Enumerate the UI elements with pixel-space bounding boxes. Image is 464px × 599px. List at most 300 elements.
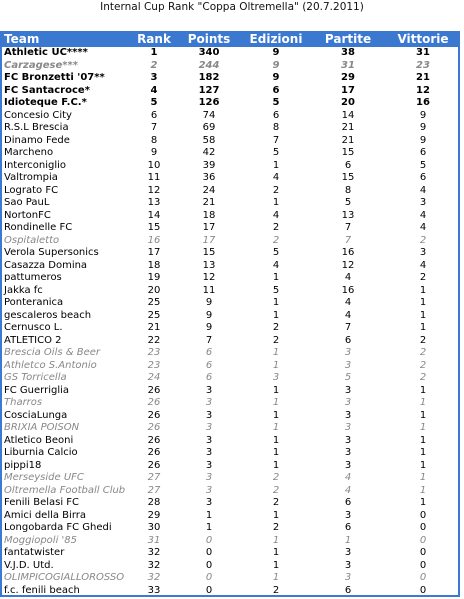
rank-table (0, 31, 460, 597)
cell-rank: 20 (147, 284, 161, 296)
cell-edizioni: 2 (272, 472, 280, 484)
cell-points: 0 (205, 534, 213, 546)
cell-vittorie: 1 (419, 409, 427, 421)
cell-edizioni: 1 (272, 397, 280, 409)
cell-team: Marcheno (4, 147, 54, 159)
cell-points: 9 (205, 322, 213, 334)
table-row (0, 272, 460, 285)
table-row (0, 110, 460, 123)
table-row (0, 497, 460, 510)
cell-team: CosciaLunga (4, 409, 68, 421)
cell-team: R.S.L Brescia (4, 122, 69, 134)
cell-team: pippi18 (4, 459, 42, 471)
cell-vittorie: 21 (416, 72, 430, 84)
cell-points: 42 (202, 147, 216, 159)
cell-rank: 3 (150, 72, 158, 84)
cell-edizioni: 1 (272, 559, 280, 571)
cell-rank: 29 (147, 509, 161, 521)
page-title: Internal Cup Rank "Coppa Oltremella" (20.7.2011) (100, 1, 364, 13)
cell-vittorie: 23 (416, 59, 430, 71)
cell-vittorie: 2 (419, 372, 427, 384)
cell-rank: 31 (147, 534, 161, 546)
cell-rank: 32 (147, 559, 161, 571)
cell-points: 1 (205, 522, 213, 534)
cell-vittorie: 0 (419, 584, 427, 596)
cell-partite: 3 (344, 447, 352, 459)
cell-rank: 32 (147, 547, 161, 559)
cell-partite: 3 (344, 397, 352, 409)
cell-partite: 14 (341, 109, 355, 121)
cell-team: Brescia Oils & Beer (4, 347, 100, 359)
cell-vittorie: 2 (419, 272, 427, 284)
table-row (0, 447, 460, 460)
cell-vittorie: 4 (419, 184, 427, 196)
table-row (0, 85, 460, 98)
table-row (0, 222, 460, 235)
cell-partite: 17 (341, 84, 355, 96)
cell-team: Casazza Domina (4, 259, 88, 271)
cell-rank: 5 (150, 97, 158, 109)
cell-rank: 26 (147, 447, 161, 459)
cell-edizioni: 2 (272, 584, 280, 596)
cell-team: Oltremella Football Club (4, 484, 126, 496)
cell-partite: 3 (344, 572, 352, 584)
cell-points: 126 (198, 97, 220, 109)
cell-edizioni: 1 (272, 159, 280, 171)
cell-edizioni: 1 (272, 384, 280, 396)
cell-points: 13 (202, 259, 216, 271)
cell-vittorie: 0 (419, 547, 427, 559)
cell-vittorie: 0 (419, 572, 427, 584)
header-edizioni: Edizioni (249, 32, 303, 46)
cell-partite: 3 (344, 509, 352, 521)
cell-points: 244 (198, 59, 220, 71)
cell-points: 0 (205, 572, 213, 584)
cell-team: Sao PauL (4, 197, 50, 209)
cell-points: 69 (202, 122, 216, 134)
cell-partite: 8 (344, 184, 352, 196)
cell-partite: 21 (341, 134, 355, 146)
cell-vittorie: 1 (419, 297, 427, 309)
cell-points: 74 (202, 109, 216, 121)
cell-partite: 6 (344, 334, 352, 346)
table-row (0, 60, 460, 73)
cell-edizioni: 1 (272, 309, 280, 321)
cell-team: Athletco S.Antonio (4, 359, 97, 371)
cell-points: 58 (202, 134, 216, 146)
cell-rank: 1 (150, 47, 158, 59)
cell-vittorie: 2 (419, 359, 427, 371)
table-row (0, 135, 460, 148)
table-row (0, 285, 460, 298)
cell-team: Tharros (4, 397, 43, 409)
cell-team: Liburnia Calcio (4, 447, 78, 459)
cell-team: Dinamo Fede (4, 134, 70, 146)
cell-vittorie: 0 (419, 534, 427, 546)
table-row (0, 385, 460, 398)
table-row (0, 235, 460, 248)
cell-edizioni: 1 (272, 572, 280, 584)
cell-edizioni: 5 (272, 97, 280, 109)
cell-partite: 7 (344, 322, 352, 334)
cell-edizioni: 1 (272, 534, 280, 546)
cell-team: ATLETICO 2 (4, 334, 62, 346)
cell-edizioni: 7 (272, 134, 280, 146)
table-row (0, 535, 460, 548)
table-row (0, 160, 460, 173)
cell-rank: 19 (147, 272, 161, 284)
cell-team: BRIXIA POISON (4, 422, 80, 434)
cell-vittorie: 2 (419, 334, 427, 346)
table-row (0, 335, 460, 348)
cell-edizioni: 6 (272, 84, 280, 96)
cell-points: 6 (205, 372, 213, 384)
cell-team: NortonFC (4, 209, 51, 221)
cell-vittorie: 12 (416, 84, 430, 96)
cell-vittorie: 6 (419, 147, 427, 159)
cell-edizioni: 8 (272, 122, 280, 134)
cell-points: 11 (202, 284, 216, 296)
cell-points: 3 (205, 409, 213, 421)
cell-partite: 3 (344, 359, 352, 371)
cell-rank: 33 (147, 584, 161, 596)
cell-points: 0 (205, 559, 213, 571)
cell-edizioni: 5 (272, 147, 280, 159)
cell-edizioni: 5 (272, 284, 280, 296)
cell-partite: 3 (344, 422, 352, 434)
cell-team: Lograto FC (4, 184, 59, 196)
cell-vittorie: 1 (419, 497, 427, 509)
cell-points: 17 (202, 222, 216, 234)
cell-vittorie: 9 (419, 134, 427, 146)
cell-team: Merseyside UFC (4, 472, 84, 484)
cell-vittorie: 4 (419, 259, 427, 271)
table-row (0, 197, 460, 210)
cell-points: 0 (205, 584, 213, 596)
cell-vittorie: 2 (419, 234, 427, 246)
cell-team: Amici della Birra (4, 509, 86, 521)
cell-rank: 2 (150, 59, 158, 71)
cell-vittorie: 31 (416, 47, 430, 59)
cell-partite: 3 (344, 409, 352, 421)
cell-vittorie: 1 (419, 447, 427, 459)
cell-edizioni: 2 (272, 222, 280, 234)
cell-partite: 4 (344, 297, 352, 309)
table-row (0, 560, 460, 573)
cell-partite: 15 (341, 147, 355, 159)
cell-partite: 4 (344, 484, 352, 496)
header-partite: Partite (324, 32, 372, 46)
cell-rank: 25 (147, 297, 161, 309)
cell-points: 3 (205, 447, 213, 459)
table-row (0, 485, 460, 498)
cell-team: Jakka fc (4, 284, 43, 296)
table-row (0, 322, 460, 335)
cell-points: 17 (202, 234, 216, 246)
cell-rank: 26 (147, 434, 161, 446)
cell-partite: 21 (341, 122, 355, 134)
cell-vittorie: 1 (419, 484, 427, 496)
cell-rank: 28 (147, 497, 161, 509)
cell-vittorie: 1 (419, 472, 427, 484)
cell-edizioni: 1 (272, 197, 280, 209)
cell-partite: 6 (344, 497, 352, 509)
cell-vittorie: 9 (419, 122, 427, 134)
table-row (0, 510, 460, 523)
cell-team: Ospitaletto (4, 234, 60, 246)
table-row (0, 422, 460, 435)
cell-team: Concesio City (4, 109, 72, 121)
cell-points: 1 (205, 509, 213, 521)
cell-team: V.J.D. Utd. (4, 559, 54, 571)
cell-points: 3 (205, 459, 213, 471)
cell-points: 3 (205, 434, 213, 446)
cell-edizioni: 1 (272, 459, 280, 471)
cell-edizioni: 2 (272, 334, 280, 346)
cell-vittorie: 1 (419, 459, 427, 471)
cell-partite: 7 (344, 234, 352, 246)
cell-team: Interconiglio (4, 159, 67, 171)
header-team: Team (4, 32, 40, 46)
cell-points: 9 (205, 297, 213, 309)
cell-team: FC Bronzetti '07** (4, 72, 105, 84)
cell-partite: 16 (341, 247, 355, 259)
cell-edizioni: 2 (272, 184, 280, 196)
cell-points: 3 (205, 472, 213, 484)
cell-partite: 7 (344, 222, 352, 234)
cell-rank: 14 (147, 209, 161, 221)
table-row (0, 310, 460, 323)
cell-edizioni: 1 (272, 434, 280, 446)
cell-team: f.c. fenili beach (4, 584, 80, 596)
cell-points: 15 (202, 247, 216, 259)
table-row (0, 435, 460, 448)
cell-vittorie: 2 (419, 347, 427, 359)
cell-team: Cernusco L. (4, 322, 63, 334)
cell-points: 3 (205, 497, 213, 509)
cell-rank: 13 (147, 197, 161, 209)
cell-vittorie: 6 (419, 172, 427, 184)
cell-team: FC Guerriglia (4, 384, 70, 396)
cell-partite: 12 (341, 259, 355, 271)
table-row (0, 297, 460, 310)
cell-rank: 15 (147, 222, 161, 234)
cell-rank: 22 (147, 334, 161, 346)
cell-edizioni: 9 (272, 72, 280, 84)
cell-team: Moggiopoli '85 (4, 534, 78, 546)
cell-team: Idioteque F.C.* (4, 97, 87, 109)
cell-edizioni: 2 (272, 322, 280, 334)
table-row (0, 410, 460, 423)
cell-rank: 7 (150, 122, 158, 134)
cell-vittorie: 0 (419, 559, 427, 571)
cell-partite: 4 (344, 272, 352, 284)
cell-rank: 27 (147, 484, 161, 496)
table-row (0, 47, 460, 60)
cell-team: Valtrompia (4, 172, 58, 184)
cell-points: 3 (205, 484, 213, 496)
cell-vittorie: 3 (419, 197, 427, 209)
cell-vittorie: 1 (419, 422, 427, 434)
cell-rank: 26 (147, 384, 161, 396)
table-row (0, 260, 460, 273)
cell-rank: 30 (147, 522, 161, 534)
cell-points: 182 (198, 72, 220, 84)
cell-team: Rondinelle FC (4, 222, 73, 234)
table-row (0, 97, 460, 110)
cell-partite: 3 (344, 459, 352, 471)
cell-partite: 3 (344, 559, 352, 571)
cell-partite: 6 (344, 522, 352, 534)
table-row (0, 360, 460, 373)
table-row (0, 372, 460, 385)
cell-points: 12 (202, 272, 216, 284)
table-row (0, 72, 460, 85)
header-points: Points (187, 32, 231, 46)
cell-rank: 6 (150, 109, 158, 121)
cell-partite: 20 (341, 97, 355, 109)
cell-edizioni: 1 (272, 297, 280, 309)
cell-rank: 21 (147, 322, 161, 334)
table-row (0, 522, 460, 535)
cell-team: Fenili Belasi FC (4, 497, 80, 509)
table-row (0, 185, 460, 198)
cell-edizioni: 1 (272, 359, 280, 371)
cell-partite: 16 (341, 284, 355, 296)
cell-vittorie: 4 (419, 222, 427, 234)
cell-rank: 27 (147, 472, 161, 484)
cell-edizioni: 1 (272, 272, 280, 284)
cell-rank: 26 (147, 422, 161, 434)
cell-team: Longobarda FC Ghedi (4, 522, 112, 534)
cell-rank: 11 (147, 172, 161, 184)
cell-points: 18 (202, 209, 216, 221)
cell-rank: 10 (147, 159, 161, 171)
cell-edizioni: 4 (272, 209, 280, 221)
header-vittorie: Vittorie (397, 32, 449, 46)
cell-partite: 3 (344, 384, 352, 396)
cell-vittorie: 3 (419, 247, 427, 259)
cell-partite: 5 (344, 197, 352, 209)
cell-rank: 4 (150, 84, 158, 96)
cell-edizioni: 1 (272, 409, 280, 421)
cell-rank: 9 (150, 147, 158, 159)
cell-points: 21 (202, 197, 216, 209)
cell-points: 3 (205, 422, 213, 434)
cell-vittorie: 1 (419, 284, 427, 296)
cell-points: 340 (198, 47, 220, 59)
cell-edizioni: 1 (272, 422, 280, 434)
table-row (0, 172, 460, 185)
cell-points: 6 (205, 359, 213, 371)
cell-partite: 38 (341, 47, 355, 59)
cell-partite: 15 (341, 172, 355, 184)
cell-points: 36 (202, 172, 216, 184)
cell-rank: 26 (147, 459, 161, 471)
cell-partite: 3 (344, 547, 352, 559)
cell-team: Athletic UC**** (4, 47, 88, 59)
cell-edizioni: 6 (272, 109, 280, 121)
cell-partite: 3 (344, 434, 352, 446)
table-row (0, 210, 460, 223)
cell-team: fantatwister (4, 547, 65, 559)
cell-vittorie: 4 (419, 209, 427, 221)
cell-rank: 23 (147, 359, 161, 371)
cell-edizioni: 1 (272, 347, 280, 359)
cell-points: 127 (198, 84, 220, 96)
cell-rank: 24 (147, 372, 161, 384)
cell-rank: 26 (147, 409, 161, 421)
cell-team: Ponteranica (4, 297, 64, 309)
cell-edizioni: 1 (272, 509, 280, 521)
cell-partite: 13 (341, 209, 355, 221)
cell-edizioni: 9 (272, 59, 280, 71)
cell-rank: 8 (150, 134, 158, 146)
table-row (0, 472, 460, 485)
cell-edizioni: 5 (272, 247, 280, 259)
cell-team: GS Torricella (4, 372, 67, 384)
cell-team: Atletico Beoni (4, 434, 74, 446)
cell-partite: 1 (344, 534, 352, 546)
cell-team: FC Santacroce* (4, 84, 90, 96)
cell-vittorie: 9 (419, 109, 427, 121)
cell-vittorie: 0 (419, 522, 427, 534)
cell-rank: 16 (147, 234, 161, 246)
cell-edizioni: 2 (272, 522, 280, 534)
table-row (0, 547, 460, 560)
cell-rank: 23 (147, 347, 161, 359)
cell-points: 3 (205, 384, 213, 396)
cell-partite: 4 (344, 472, 352, 484)
cell-vittorie: 1 (419, 322, 427, 334)
table-row (0, 572, 460, 585)
cell-rank: 12 (147, 184, 161, 196)
cell-partite: 3 (344, 347, 352, 359)
cell-partite: 29 (341, 72, 355, 84)
cell-points: 9 (205, 309, 213, 321)
cell-vittorie: 1 (419, 397, 427, 409)
cell-partite: 31 (341, 59, 355, 71)
cell-partite: 6 (344, 159, 352, 171)
cell-team: gescaleros beach (4, 309, 92, 321)
cell-edizioni: 1 (272, 447, 280, 459)
cell-rank: 17 (147, 247, 161, 259)
cell-edizioni: 3 (272, 372, 280, 384)
cell-partite: 5 (344, 372, 352, 384)
cell-points: 0 (205, 547, 213, 559)
cell-rank: 26 (147, 397, 161, 409)
cell-rank: 32 (147, 572, 161, 584)
table-row (0, 247, 460, 260)
cell-vittorie: 1 (419, 434, 427, 446)
cell-edizioni: 4 (272, 172, 280, 184)
cell-edizioni: 4 (272, 259, 280, 271)
cell-points: 7 (205, 334, 213, 346)
table-row (0, 460, 460, 473)
table-row (0, 347, 460, 360)
table-row (0, 397, 460, 410)
cell-vittorie: 16 (416, 97, 430, 109)
cell-vittorie: 1 (419, 309, 427, 321)
table-row (0, 122, 460, 135)
cell-partite: 6 (344, 584, 352, 596)
header-rank: Rank (137, 32, 171, 46)
cell-points: 39 (202, 159, 216, 171)
table-row (0, 147, 460, 160)
table-row (0, 585, 460, 598)
cell-team: pattumeros (4, 272, 62, 284)
cell-edizioni: 2 (272, 497, 280, 509)
